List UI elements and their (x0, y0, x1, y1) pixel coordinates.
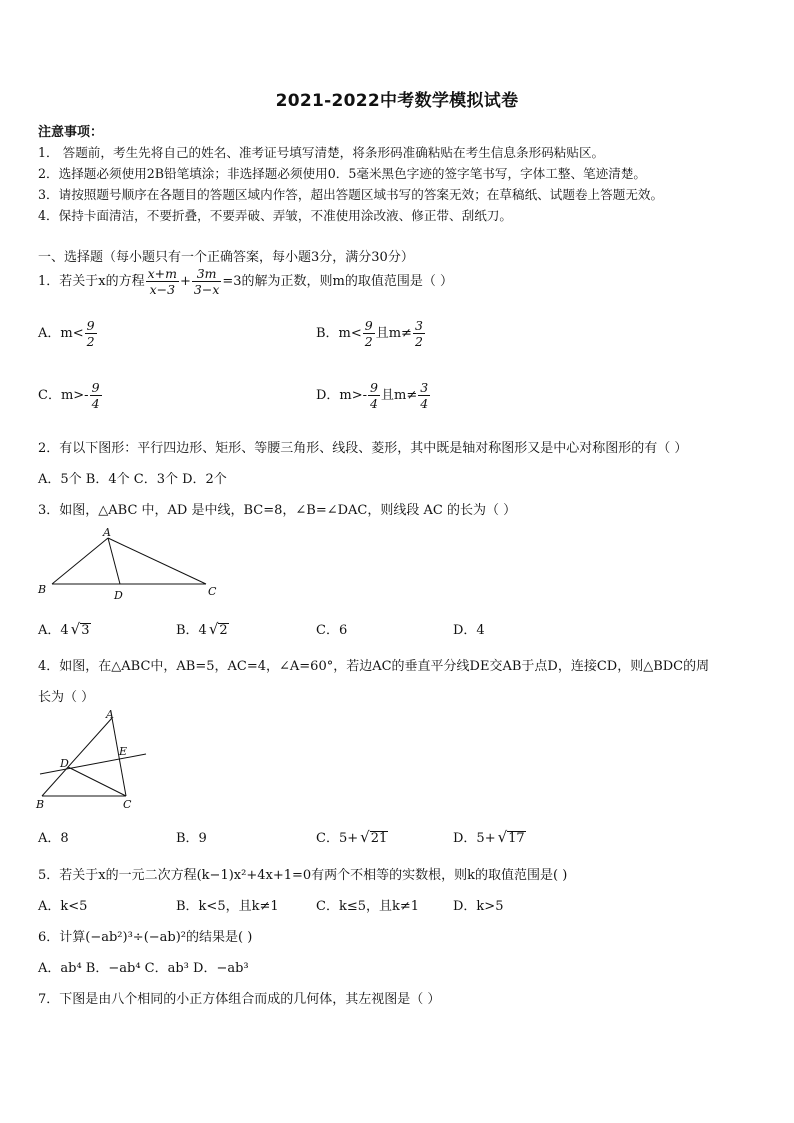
q3-triangle-figure (32, 524, 222, 602)
notice-item-1: 1． 答题前，考生先将自己的姓名、准考证号填写清楚，将条形码准确粘贴在考生信息条形码粘贴区。 (38, 145, 605, 160)
question-4-line-1: 4．如图，在△ABC中，AB=5，AC=4，∠A=60°，若边AC的垂直平分线DE交AB于点D，连接CD，则△BDC的周 (38, 659, 710, 674)
q3-option-a[interactable]: A．4 √3 (38, 620, 90, 638)
question-7: 7．下图是由八个相同的小正方体组合而成的几何体，其左视图是（ ） (38, 992, 441, 1007)
notice-item-4: 4．保持卡面清洁，不要折叠，不要弄破、弄皱，不准使用涂改液、修正带、刮纸刀。 (38, 208, 512, 223)
section-heading: 一、选择题（每小题只有一个正确答案，每小题3分，满分30分） (38, 250, 414, 265)
q4-label-c: C (123, 798, 132, 811)
q4-option-b[interactable]: B．9 (176, 831, 207, 846)
q4-label-b: B (36, 798, 45, 811)
q4-label-d: D (60, 757, 69, 770)
question-3: 3．如图，△ABC 中，AD 是中线，BC=8，∠B=∠DAC，则线段 AC 的长为（ ） (38, 503, 517, 518)
q5-option-d[interactable]: D．k>5 (453, 899, 504, 914)
q3-label-b: B (38, 583, 47, 596)
q5-option-c[interactable]: C．k≤5，且k≠1 (316, 899, 420, 914)
q3-option-b[interactable]: B．4 √2 (176, 620, 228, 638)
q3-option-c[interactable]: C．6 (316, 623, 348, 638)
q3-label-c: C (208, 585, 217, 598)
q4-label-e: E (119, 745, 128, 758)
q6-options[interactable]: A．ab⁴ B．−ab⁴ C．ab³ D．−ab³ (38, 961, 249, 976)
q1-stem-start: 1．若关于x的方程 (38, 274, 145, 289)
q3-option-d[interactable]: D．4 (453, 623, 485, 638)
question-6: 6．计算(−ab²)³÷(−ab)²的结果是( ) (38, 930, 253, 945)
q5-option-a[interactable]: A．k<5 (38, 899, 88, 914)
q1-option-a[interactable]: A．m< $\frac{9}{2}$ (38, 318, 95, 349)
q1-stem-end: =3的解为正数，则m的取值范围是（ ） (222, 274, 454, 289)
notice-heading: 注意事项： (38, 125, 104, 140)
question-4-line-2: 长为（ ） (38, 690, 95, 705)
question-5: 5．若关于x的一元二次方程(k−1)x²+4x+1=0有两个不相等的实数根，则k的取值范围是( ) (38, 868, 568, 883)
q1-fraction-2: $\frac{3m}{3-x}$ (193, 266, 220, 297)
q1-option-d[interactable]: D．m>- $\frac{9}{4}$ 且m≠ $\frac{3}{4}$ (316, 380, 429, 411)
notice-item-3: 3．请按照题号顺序在各题目的答题区域内作答，超出答题区域书写的答案无效；在草稿纸、试题卷上答题无效。 (38, 187, 664, 202)
q1-fraction-1: $\frac{x+m}{x-3}$ (147, 266, 177, 297)
q2-options[interactable]: A．5个 B．4个 C．3个 D．2个 (38, 472, 227, 487)
q4-option-a[interactable]: A．8 (38, 831, 69, 846)
page-title: 2021-2022中考数学模拟试卷 (275, 91, 519, 111)
question-1: 1．若关于x的方程 $\frac{x+m}{x-3}$ + $\frac{3m}{3-x}$ =3的解为正数，则m的取值范围是（ ） (38, 266, 454, 297)
q3-label-a: A (103, 526, 111, 539)
q3-label-d: D (114, 589, 123, 602)
q4-option-c[interactable]: C．5+ √21 (316, 828, 388, 846)
q4-triangle-figure (32, 708, 154, 812)
q4-option-d[interactable]: D．5+ √17 (453, 828, 525, 846)
q4-label-a: A (106, 708, 114, 721)
q5-option-b[interactable]: B．k<5，且k≠1 (176, 899, 279, 914)
question-2: 2．有以下图形：平行四边形、矩形、等腰三角形、线段、菱形，其中既是轴对称图形又是中心对称图形的有（ ） (38, 441, 688, 456)
q1-option-c[interactable]: C．m>- $\frac{9}{4}$ (38, 380, 100, 411)
q1-option-b[interactable]: B．m< $\frac{9}{2}$ 且m≠ $\frac{3}{2}$ (316, 318, 423, 349)
notice-item-2: 2．选择题必须使用2B铅笔填涂；非选择题必须使用0．5毫米黑色字迹的签字笔书写，字体工整、笔迹清楚。 (38, 166, 647, 181)
